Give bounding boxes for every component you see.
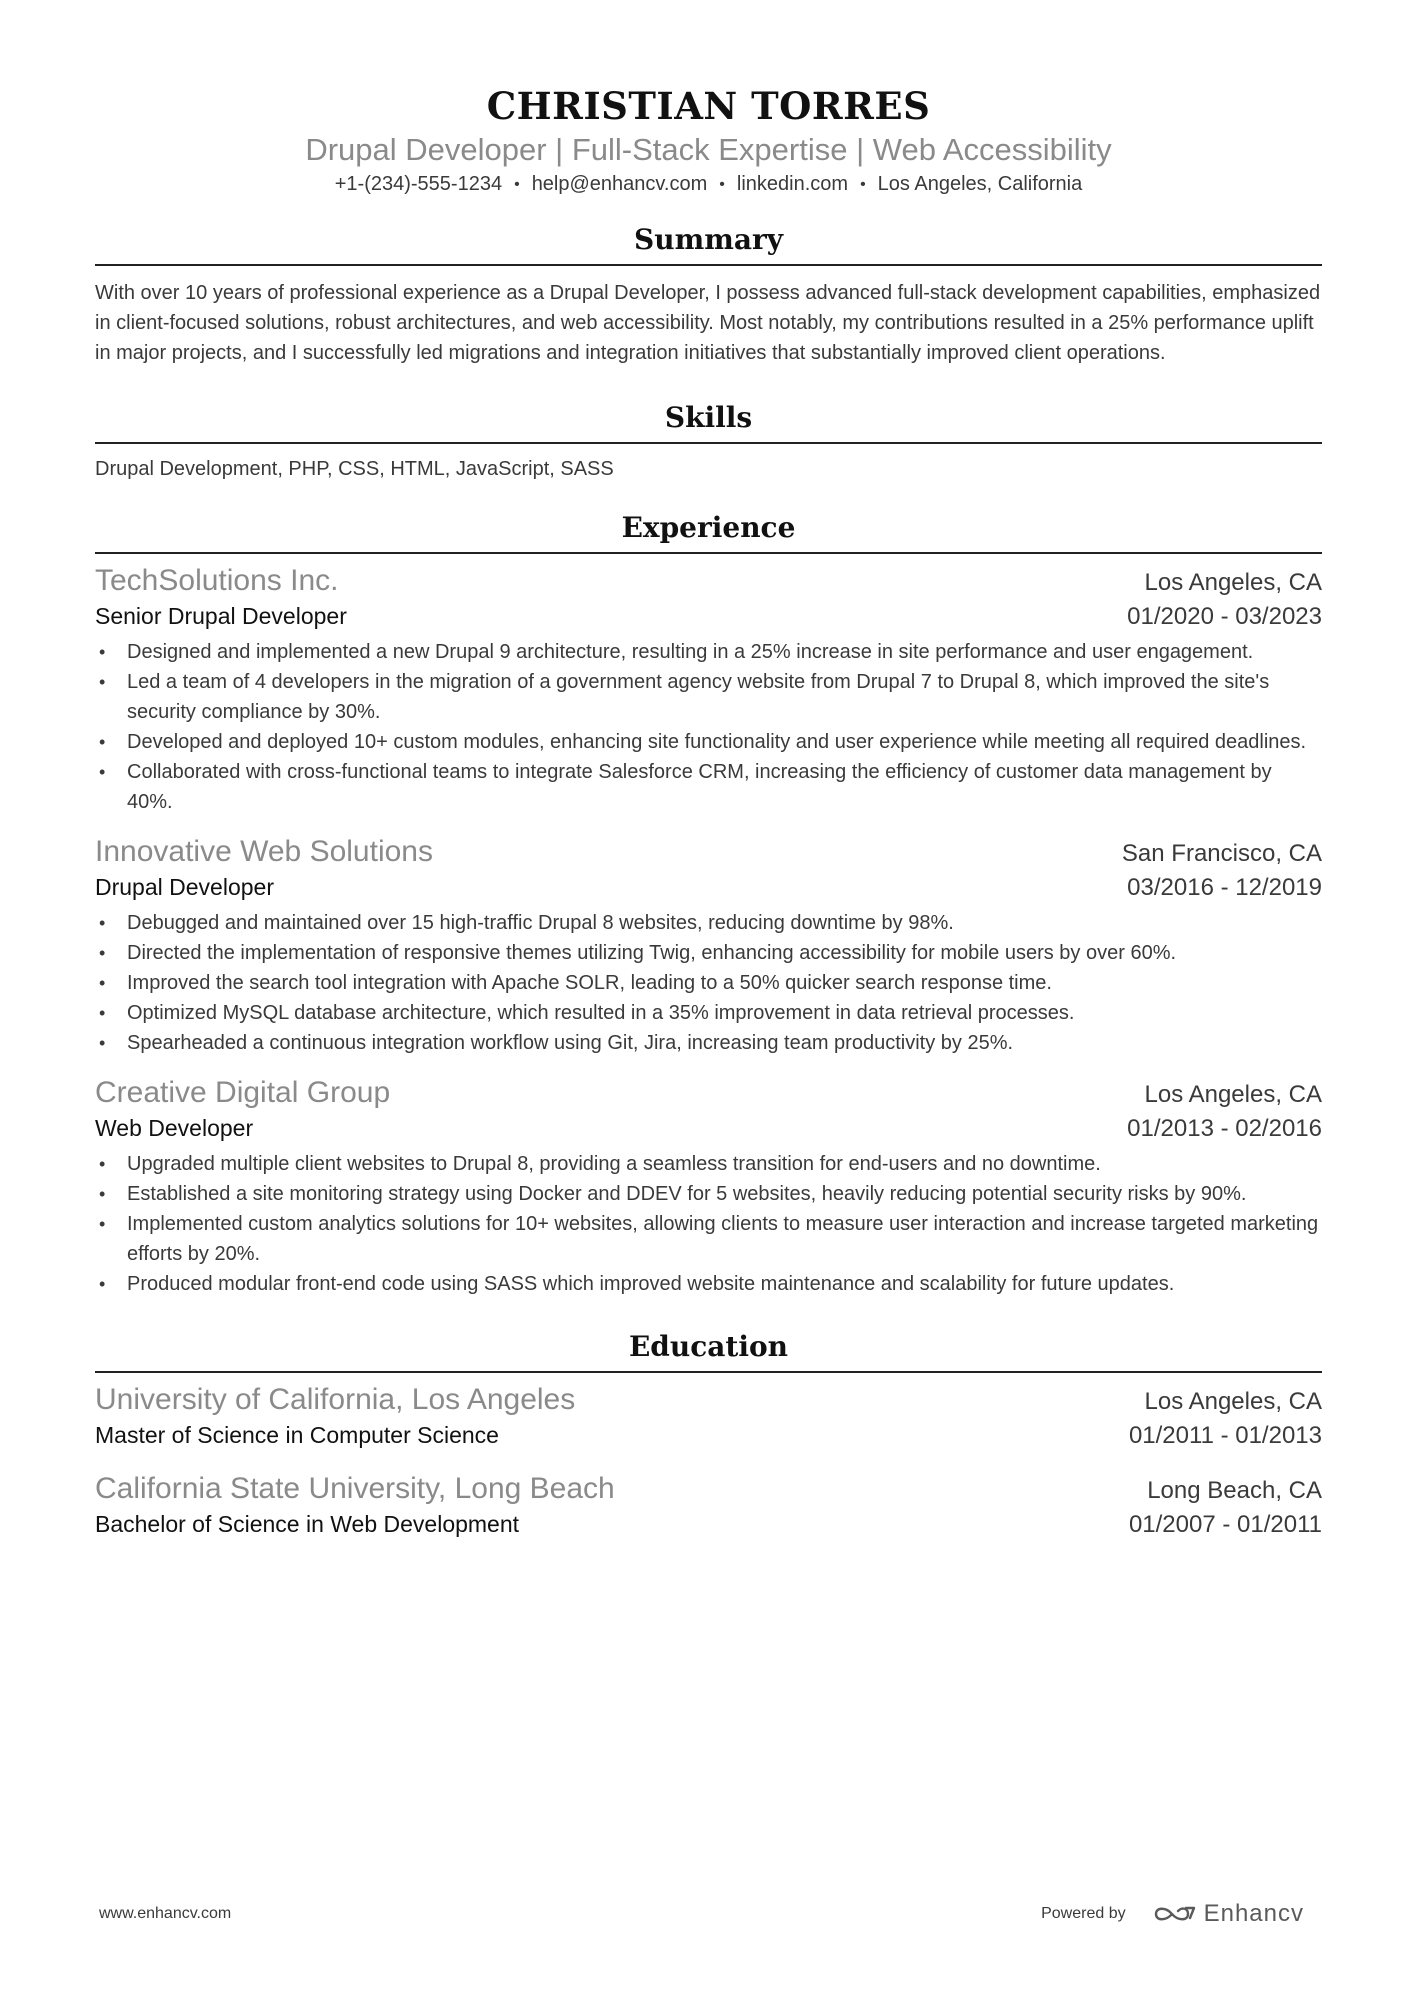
job-bullet: • Spearheaded a continuous integration workflow using Git, Jira, increasing team productivity by 25%. — [95, 1028, 1322, 1058]
footer-branding — [1041, 1900, 1304, 1928]
job-location: San Francisco, CA — [1121, 840, 1322, 867]
job-title: Web Developer — [95, 1115, 254, 1141]
powered-by-label: Powered by — [1041, 1905, 1126, 1922]
job-bullets — [95, 1149, 1322, 1299]
education-entry — [95, 1381, 1322, 1452]
experience-entry — [95, 1074, 1322, 1299]
job-bullet: • Upgraded multiple client websites to Drupal 8, providing a seamless transition for end-users and no downtime. — [95, 1149, 1322, 1179]
education-dates: 01/2007 - 01/2011 — [1128, 1511, 1322, 1538]
page-footer — [99, 1900, 1304, 1928]
brand-name: Enhancv — [1203, 1900, 1304, 1927]
job-bullets — [95, 637, 1322, 817]
summary-text: With over 10 years of professional experience as a Drupal Developer, I possess advanced full-stack development capabilities, emphasized in client-focused solutions, robust architectures, and web accessibility. Most notably, my contributions resulted in a 25% performance uplift in major projects, and I successfully led migrations and integration initiatives that substantially improved client operations. — [95, 282, 1321, 364]
contact-line — [95, 170, 1322, 200]
education-title: Education — [95, 1327, 1322, 1373]
job-location: Los Angeles, CA — [1144, 569, 1322, 596]
candidate-name: CHRISTIAN TORRES — [486, 84, 931, 128]
school-name: University of California, Los Angeles — [95, 1383, 576, 1416]
job-bullet: • Implemented custom analytics solutions for 10+ websites, allowing clients to measure user interaction and increase targeted marketing efforts by 20%. — [95, 1209, 1322, 1269]
company-name: Innovative Web Solutions — [95, 835, 433, 868]
job-dates: 01/2020 - 03/2023 — [1127, 603, 1322, 630]
job-bullet: • Produced modular front-end code using SASS which improved website maintenance and scalability for future updates. — [95, 1269, 1322, 1299]
experience-entry — [95, 562, 1322, 817]
school-location: Long Beach, CA — [1147, 1477, 1322, 1504]
job-title: Drupal Developer — [95, 874, 274, 900]
company-name: TechSolutions Inc. — [95, 564, 339, 597]
summary-title: Summary — [95, 220, 1322, 266]
experience-title: Experience — [95, 508, 1322, 554]
skills-section — [95, 398, 1322, 484]
contact-location: Los Angeles, California — [877, 173, 1083, 195]
job-dates: 03/2016 - 12/2019 — [1127, 874, 1322, 901]
contact-email: help@enhancv.com — [531, 173, 708, 195]
company-name: Creative Digital Group — [95, 1076, 391, 1109]
school-location: Los Angeles, CA — [1144, 1388, 1322, 1415]
job-bullet: • Collaborated with cross-functional teams to integrate Salesforce CRM, increasing the efficiency of customer data management by 40%. — [95, 757, 1322, 817]
job-dates: 01/2013 - 02/2016 — [1127, 1115, 1322, 1142]
summary-section — [95, 220, 1322, 368]
experience-section — [95, 508, 1322, 1299]
job-bullet: • Established a site monitoring strategy using Docker and DDEV for 5 websites, heavily reducing potential security risks by 90%. — [95, 1179, 1322, 1209]
job-bullet: • Led a team of 4 developers in the migration of a government agency website from Drupal 7 to Drupal 8, which improved the site's security compliance by 30%. — [95, 667, 1322, 727]
job-bullet: • Debugged and maintained over 15 high-traffic Drupal 8 websites, reducing downtime by 98%. — [95, 908, 1322, 938]
contact-separator: • — [514, 176, 520, 193]
contact-linkedin: linkedin.com — [736, 173, 849, 195]
contact-separator: • — [860, 176, 866, 193]
education-dates: 01/2011 - 01/2013 — [1128, 1422, 1322, 1449]
education-entry — [95, 1470, 1322, 1541]
job-bullet: • Optimized MySQL database architecture, which resulted in a 35% improvement in data retrieval processes. — [95, 998, 1322, 1028]
job-bullet: • Designed and implemented a new Drupal 9 architecture, resulting in a 25% increase in site performance and user engagement. — [95, 637, 1322, 667]
experience-entry — [95, 833, 1322, 1058]
degree-name: Master of Science in Computer Science — [95, 1422, 499, 1448]
job-title: Senior Drupal Developer — [95, 603, 347, 629]
job-bullet: • Improved the search tool integration with Apache SOLR, leading to a 50% quicker search response time. — [95, 968, 1322, 998]
job-bullets — [95, 908, 1322, 1058]
skills-title: Skills — [95, 398, 1322, 444]
resume-content — [95, 84, 1322, 1541]
enhancv-brand[interactable] — [1152, 1900, 1304, 1928]
school-name: California State University, Long Beach — [95, 1472, 615, 1505]
degree-name: Bachelor of Science in Web Development — [95, 1511, 520, 1537]
job-bullet: • Directed the implementation of responsive themes utilizing Twig, enhancing accessibility for mobile users by over 60%. — [95, 938, 1322, 968]
education-section — [95, 1327, 1322, 1541]
footer-url-link[interactable]: www.enhancv.com — [99, 1905, 232, 1922]
candidate-headline: Drupal Developer | Full-Stack Expertise | Web Accessibility — [305, 132, 1112, 167]
job-bullet: • Developed and deployed 10+ custom modules, enhancing site functionality and user experience while meeting all required deadlines. — [95, 727, 1322, 757]
enhancv-logo-icon — [1152, 1902, 1198, 1926]
contact-separator: • — [719, 176, 725, 193]
contact-phone: +1-(234)-555-1234 — [334, 173, 503, 195]
skills-text: Drupal Development, PHP, CSS, HTML, JavaScript, SASS — [95, 458, 614, 480]
job-location: Los Angeles, CA — [1144, 1081, 1322, 1108]
